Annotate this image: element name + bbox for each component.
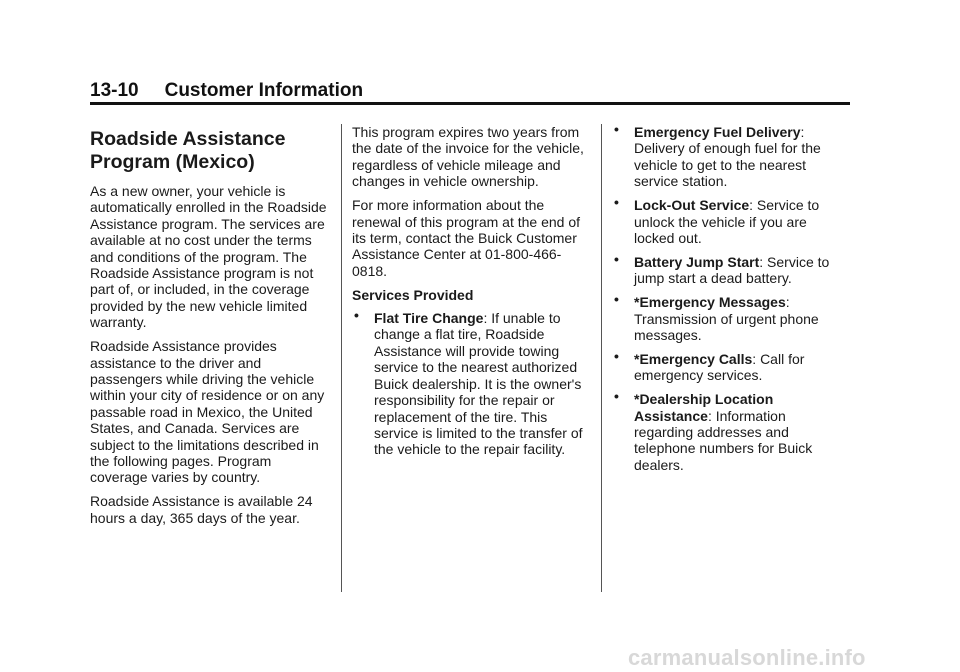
service-item-emergency-calls xyxy=(612,347,848,384)
section-title-line-2: Program (Mexico) xyxy=(90,151,255,173)
service-item-fuel-delivery xyxy=(612,121,848,190)
service-desc: : Delivery of enough fuel for the vehicle to get to the nearest service station. xyxy=(634,124,821,190)
service-desc: : If unable to change a flat tire, Roadside Assistance will provide towing service to the nearest authorized Buick dealership. It is the owner's responsibility for the repair or replacement of the tire. This service is limited to the transfer of the vehicle to the repair facility. xyxy=(374,310,583,458)
service-desc: : Service to unlock the vehicle if you are locked out. xyxy=(634,197,820,246)
section-title-line-1: Roadside Assistance xyxy=(90,128,286,150)
page-number: 13-10 xyxy=(90,80,139,101)
bullet-icon: • xyxy=(614,291,619,308)
bullet-icon: • xyxy=(614,250,619,267)
paragraph-availability: Roadside Assistance is available 24 hours a day, 365 days of the year. xyxy=(90,493,313,526)
service-item-jump-start xyxy=(612,250,848,287)
section-title xyxy=(90,128,332,174)
service-desc: : Service to jump start a dead battery. xyxy=(634,253,830,287)
service-term: Flat Tire Change xyxy=(374,310,484,327)
paragraph-coverage-area: Roadside Assistance provides assistance to the driver and passengers while driving the vehicle within your city of residence or on any passable road in Mexico, the United States, and Canada. Services are subject to the limitations described in the following pages. Program coverage varies by country. xyxy=(90,338,325,486)
bullet-icon: • xyxy=(354,307,359,324)
bullet-icon: • xyxy=(614,347,619,364)
header-rule xyxy=(90,102,850,105)
services-list-col3 xyxy=(612,121,848,473)
service-term: Emergency Fuel Delivery xyxy=(634,124,801,140)
service-desc: : Transmission of urgent phone messages. xyxy=(634,294,819,343)
services-subhead: Services Provided xyxy=(352,286,474,303)
paragraph-renewal: For more information about the renewal of this program at the end of its term, contact the Buick Customer Assistance Center at 01-800-466-0818. xyxy=(352,197,581,279)
paragraph-enrollment: As a new owner, your vehicle is automatically enrolled in the Roadside Assistance program. The services are available at no cost under the terms and conditions of the program. The Roadside Assistance program is not part of, or included, in the coverage provided by the new vehicle limited warranty. xyxy=(90,183,327,331)
service-term: *Emergency Calls xyxy=(634,350,753,367)
service-term: *Dealership Location Assistance xyxy=(634,391,774,424)
service-desc: : Call for emergency services. xyxy=(634,350,805,384)
service-item-lock-out xyxy=(612,194,848,246)
bullet-icon: • xyxy=(614,388,619,405)
service-desc: : Information regarding addresses and telephone numbers for Buick dealers. xyxy=(634,407,813,473)
service-term: Lock-Out Service xyxy=(634,197,750,214)
watermark: carmanualsonline.info xyxy=(628,645,866,670)
bullet-icon: • xyxy=(614,194,619,211)
service-term: Battery Jump Start xyxy=(634,253,760,270)
paragraph-expiry: This program expires two years from the date of the invoice for the vehicle, regardless of vehicle mileage and changes in vehicle ownership. xyxy=(352,124,584,190)
services-list-col2 xyxy=(352,307,594,458)
service-term: *Emergency Messages xyxy=(634,294,786,311)
chapter-title: Customer Information xyxy=(164,80,364,101)
column-3 xyxy=(612,121,848,481)
service-item-emergency-messages xyxy=(612,291,848,343)
column-divider-2 xyxy=(601,124,602,592)
column-divider-1 xyxy=(341,124,342,592)
column-2 xyxy=(352,124,594,465)
bullet-icon: • xyxy=(614,121,619,137)
service-item-dealership-location xyxy=(612,388,848,473)
service-item-flat-tire xyxy=(352,307,594,458)
page-header xyxy=(90,80,850,102)
column-1 xyxy=(90,124,332,534)
